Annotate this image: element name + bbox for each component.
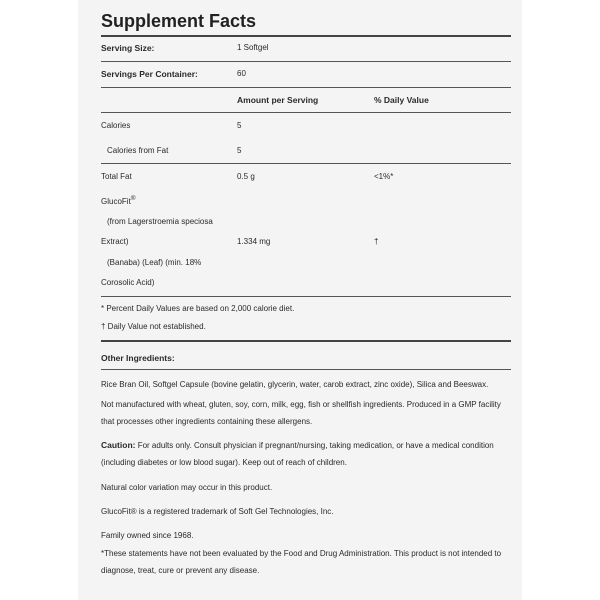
divider <box>101 61 511 62</box>
natural-color-note: Natural color variation may occur in this product. <box>101 483 273 492</box>
daily-value-column-header: % Daily Value <box>374 95 429 105</box>
divider <box>101 369 511 370</box>
caution-label: Caution: <box>101 440 136 450</box>
allergen-text: Not manufactured with wheat, gluten, soy, corn, milk, egg, fish or shellfish ingredients. Produced in a GMP facility that processes other ingredients containing these allergens. <box>101 400 501 426</box>
section-rule <box>101 340 511 342</box>
calories-label: Calories <box>101 121 131 130</box>
page-title: Supplement Facts <box>101 11 257 31</box>
caution-text <box>101 437 511 471</box>
divider <box>101 112 511 113</box>
glucofit-amount: 1.334 mg <box>237 237 271 246</box>
trademark-note: GlucoFit® is a registered trademark of Soft Gel Technologies, Inc. <box>101 507 334 516</box>
ingredients-text: Rice Bran Oil, Softgel Capsule (bovine gelatin, glycerin, water, carob extract, zinc oxide), Silica and Beeswax. <box>101 380 489 389</box>
glucofit-corosolic: Corosolic Acid) <box>101 278 155 287</box>
footnote-dagger: † Daily Value not established. <box>101 322 206 331</box>
fda-disclaimer: *These statements have not been evaluated by the Food and Drug Administration. This product is not intended to diagnose, treat, cure or prevent any disease. <box>101 549 502 575</box>
other-ingredients-heading: Other Ingredients: <box>101 353 175 363</box>
calories-amount: 5 <box>237 121 242 130</box>
divider <box>101 296 511 297</box>
family-note: Family owned since 1968. <box>101 531 194 540</box>
amount-column-header: Amount per Serving <box>237 95 319 105</box>
divider <box>101 87 511 88</box>
title-rule <box>101 35 511 37</box>
divider <box>101 163 511 164</box>
caution-body: For adults only. Consult physician if pregnant/nursing, taking medication, or have a medical condition (including diabetes or low blood sugar). Keep out of reach of children. <box>101 441 494 467</box>
servings-per-container-value: 60 <box>237 69 246 78</box>
calories-from-fat-label: Calories from Fat <box>107 146 169 155</box>
glucofit-extract: Extract) <box>101 237 129 246</box>
servings-per-container-label: Servings Per Container: <box>101 69 198 79</box>
footnote-percent: * Percent Daily Values are based on 2,000 calorie diet. <box>101 304 295 313</box>
serving-size-label: Serving Size: <box>101 43 155 53</box>
calories-from-fat-amount: 5 <box>237 146 242 155</box>
total-fat-daily-value: <1%* <box>374 172 394 181</box>
registered-mark: ® <box>130 195 136 202</box>
glucofit-name: GlucoFit <box>101 197 131 206</box>
serving-size-value: 1 Softgel <box>237 43 269 52</box>
glucofit-label <box>101 195 136 206</box>
glucofit-daily-value: † <box>374 237 379 246</box>
glucofit-part: (Banaba) (Leaf) (min. 18% <box>107 258 202 267</box>
glucofit-source: (from Lagerstroemia speciosa <box>107 217 213 226</box>
total-fat-label: Total Fat <box>101 172 132 181</box>
total-fat-amount: 0.5 g <box>237 172 255 181</box>
